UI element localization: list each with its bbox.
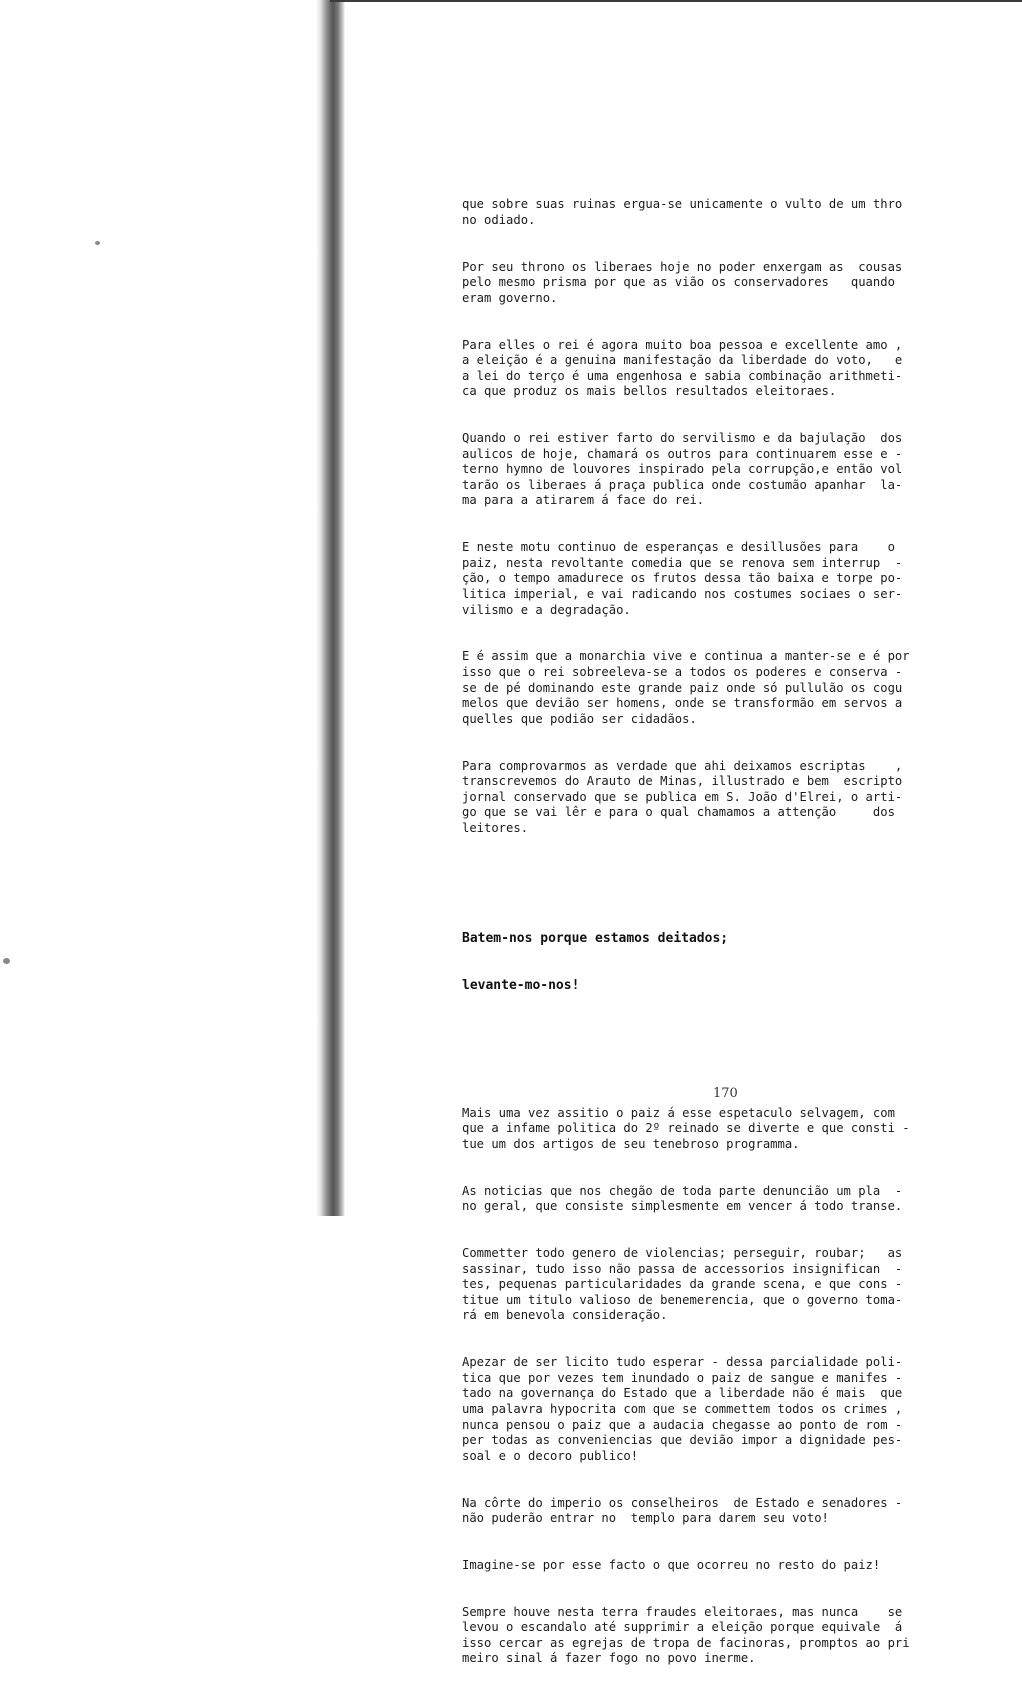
paragraph: que sobre suas ruinas ergua-se unicamente o vulto de um thro no odiado.	[462, 197, 903, 227]
paragraph: Na côrte do imperio os conselheiros de Estado e senadores - não puderão entrar no templo para darem seu voto!	[462, 1495, 903, 1526]
page-top-edge	[330, 0, 1022, 2]
paragraph: E neste motu continuo de esperanças e desillusões para o paiz, nesta revoltante comedia que se renova sem interrup - ção, o tempo amadurece os frutos dessa tão baixa e torpe po- litica imperial, e vai radicando nos costumes sociaes o ser- vilismo e a degradação.	[462, 540, 903, 617]
paragraph: Apezar de ser licito tudo esperar - dessa parcialidade poli- tica que por vezes tem inundado o paiz de sangue e manifes - tado na governança do Estado que a liberdade não é mais que uma palavra hypocrita com que se commettem todos os crimes , nunca pensou o paiz que a audacia chegasse ao ponto de rom - per todas as conveniencias que devião impor a dignidade pes- soal e o decoro publico!	[462, 1355, 903, 1463]
paragraph: As noticias que nos chegão de toda parte denuncião um pla - no geral, que consiste simplesmente em vencer á todo transe.	[462, 1183, 903, 1214]
paragraph: Quando o rei estiver farto do servilismo e da bajulação dos aulicos de hoje, chamará os outros para continuarem esse e - terno hymno de louvores inspirado pela corrupção,e então vol tarão os liberaes á praça publica onde costumão apanhar la- ma para a atirarem á face do rei.	[462, 431, 903, 508]
page-number: 170	[713, 1086, 738, 1101]
paragraph: Imagine-se por esse facto o que ocorreu no resto do paiz!	[462, 1557, 881, 1572]
article-heading-line-2: levante-mo-nos!	[462, 977, 580, 993]
paragraph: Mais uma vez assitio o paiz á esse espetaculo selvagem, com que a infame politica do 2º reinado se diverte e que consti - tue um dos artigos de seu tenebroso programma.	[462, 1105, 910, 1151]
paragraph: Commetter todo genero de violencias; perseguir, roubar; as sassinar, tudo isso não passa de accessorios insignifican - tes, pequenas particularidades da grande scena, e que cons - titue um titulo valioso de benemerencia, que o governo toma- rá em benevola consideração.	[462, 1246, 903, 1323]
scan-speck	[3, 958, 10, 964]
paragraph: Por seu throno os liberaes hoje no poder enxergam as cousas pelo mesmo prisma por que as vião os conservadores quando eram governo.	[462, 259, 903, 305]
paragraph: Sempre houve nesta terra fraudes eleitoraes, mas nunca se levou o escandalo até supprimir a eleição porque equivale á isso cercar as egrejas de tropa de facinoras, promptos ao pri meiro sinal á fazer fogo no povo inerme.	[462, 1604, 910, 1666]
book-spine-shadow	[0, 0, 345, 1216]
paragraph: E é assim que a monarchia vive e continua a manter-se e é por isso que o rei sobreeleva-se a todos os poderes e conserva - se de pé dominando este grande paiz onde só pullulão os cogu melos que devião ser homens, onde se transformão em servos a quelles que podião ser cidadãos.	[462, 649, 910, 726]
scan-speck	[95, 241, 100, 245]
paragraph: Para elles o rei é agora muito boa pessoa e excellente amo , a eleição é a genuina manifestação da liberdade do voto, e a lei do terço é uma engenhosa e sabia combinação arithmeti- ca que produz os mais bellos resultados eleitoraes.	[462, 337, 903, 399]
article-heading-line-1: Batem-nos porque estamos deitados;	[462, 930, 729, 946]
paragraph: Para comprovarmos as verdade que ahi deixamos escriptas , transcrevemos do Arauto de Minas, illustrado e bem escripto jornal conservado que se publica em S. João d'Elrei, o arti- go que se vai lêr e para o qual chamamos a attenção dos leitores.	[462, 758, 903, 835]
page-body-text	[462, 166, 992, 1683]
